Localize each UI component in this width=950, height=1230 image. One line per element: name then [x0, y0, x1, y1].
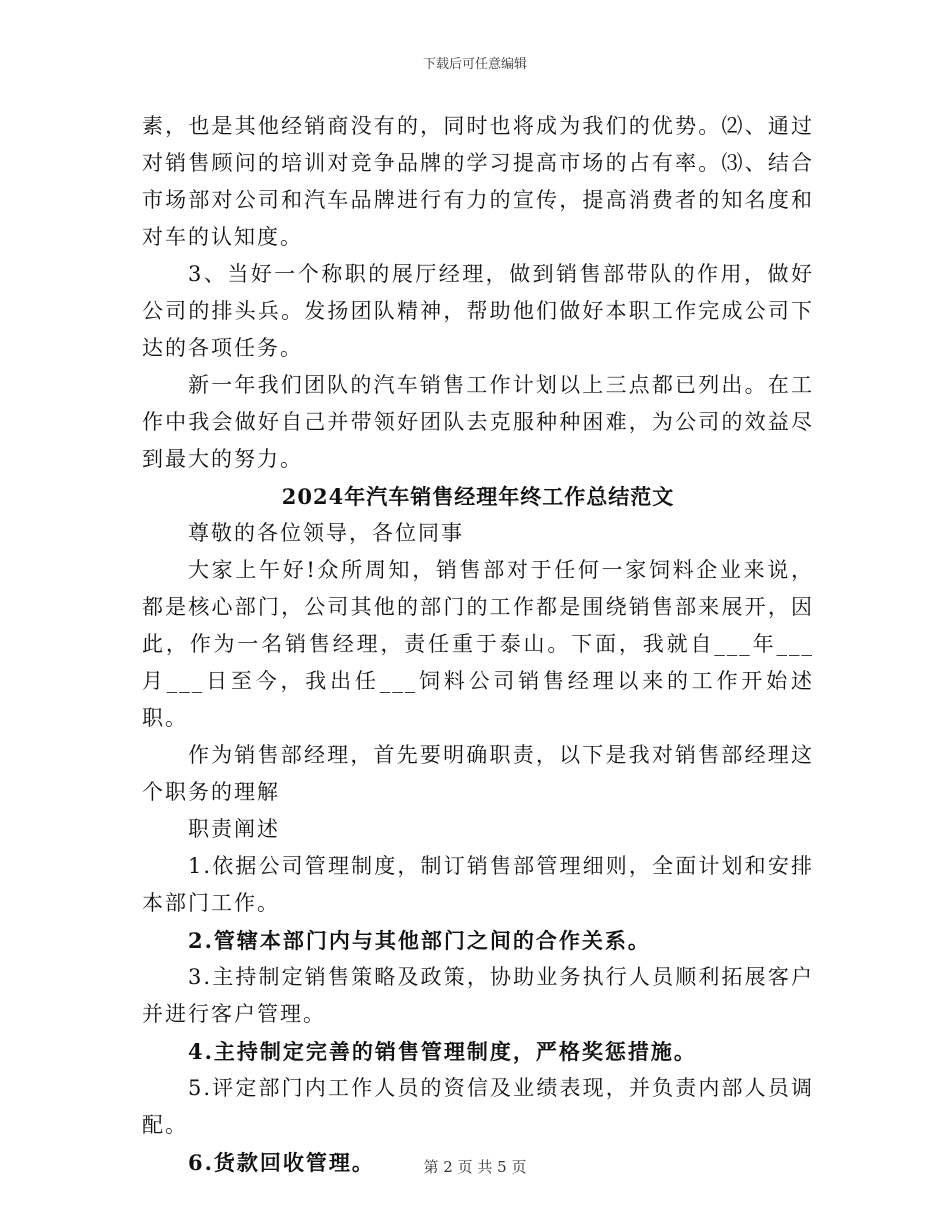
duty-item: 2.管辖本部门内与其他部门之间的合作关系。 [188, 928, 651, 953]
greeting: 尊敬的各位领导，各位同事 [188, 521, 464, 545]
duty-item: 6.货款回收管理。 [188, 1150, 375, 1175]
page-footer: 第 2 页 共 5 页 [423, 1158, 527, 1176]
paragraph-continued: 素，也是其他经销商没有的，同时也将成为我们的优势。⑵、通过对销售顾问的培训对竞争品牌的学习提高市场的占有率。⑶、结合市场部对公司和汽车品牌进行有力的宣传，提高消费者的知名度和对车的认知度。 [142, 114, 814, 249]
duty-item: 3.主持制定销售策略及政策，协助业务执行人员顺利拓展客户并进行客户管理。 [142, 965, 814, 1026]
intro-paragraph: 大家上午好!众所周知，销售部对于任何一家饲料企业来说，都是核心部门，公司其他的部门的工作都是围绕销售部来展开，因此，作为一名销售经理，责任重于泰山。下面，我就自___年___月___日至今，我出任___饲料公司销售经理以来的工作开始述职。 [142, 558, 814, 730]
duty-item: 5.评定部门内工作人员的资信及业绩表现，并负责内部人员调配。 [142, 1076, 814, 1137]
duty-item: 4.主持制定完善的销售管理制度，严格奖惩措施。 [188, 1039, 697, 1064]
duty-heading: 职责阐述 [188, 817, 280, 841]
duty-intro-paragraph: 作为销售部经理，首先要明确职责，以下是我对销售部经理这个职务的理解 [142, 743, 814, 804]
duty-item: 1.依据公司管理制度，制订销售部管理细则，全面计划和安排本部门工作。 [142, 854, 814, 915]
page-header: 下载后可任意编辑 [422, 57, 527, 72]
document-title: 2024年汽车销售经理年终工作总结范文 [281, 484, 675, 509]
document-body [142, 108, 814, 1181]
paragraph-new-year-plan: 新一年我们团队的汽车销售工作计划以上三点都已列出。在工作中我会做好自己并带领好团队去克服种种困难，为公司的效益尽到最大的努力。 [142, 373, 814, 471]
paragraph-point-3: 3、当好一个称职的展厅经理，做到销售部带队的作用，做好公司的排头兵。发扬团队精神，帮助他们做好本职工作完成公司下达的各项任务。 [142, 262, 814, 360]
